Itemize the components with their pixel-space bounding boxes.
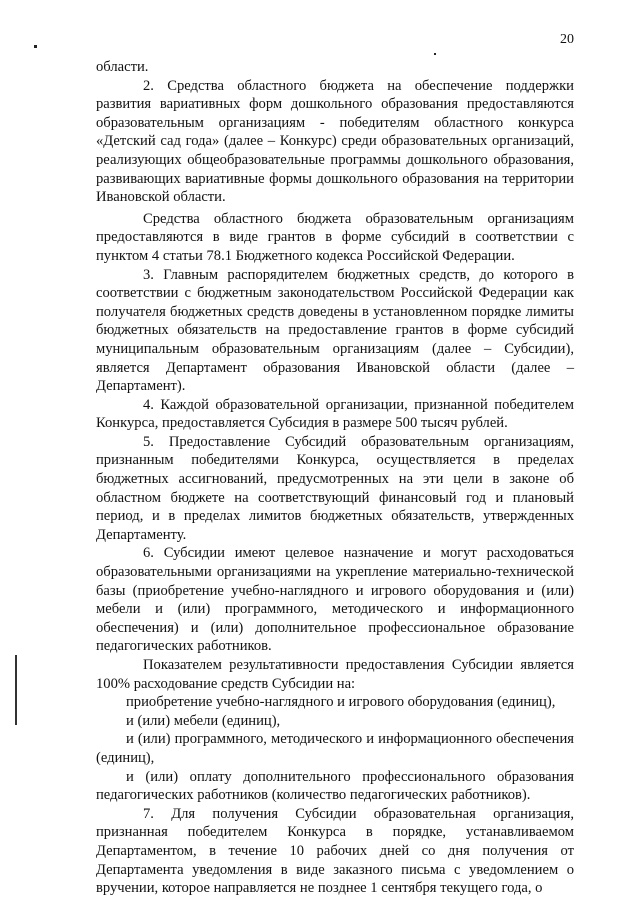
paragraph-clause-4: 4. Каждой образовательной организации, признанной победителем Конкурса, предоставляется Субсидия в размере 500 тысяч рублей.: [96, 396, 574, 432]
paragraph-clause-6: 6. Субсидии имеют целевое назначение и могут расходоваться образовательными организациями на укрепление материально-технической базы (приобретение учебно-наглядного и игрового оборудования и (или) мебели и (или) программного, методического и информационного обеспечения) и (или) дополнительное профессиональное образование педагогических работников.: [96, 545, 574, 655]
list-item-training: и (или) оплату дополнительного профессионального образования педагогических работников (количество педагогических работников).: [96, 768, 574, 804]
margin-line: [15, 655, 17, 725]
list-item-software: и (или) программного, методического и информационного обеспечения (единиц),: [96, 731, 574, 766]
paragraph-clause-5: 5. Предоставление Субсидий образовательным организациям, признанным победителями Конкурса, осуществляется в пределах бюджетных ассигнований, предусмотренных на эти цели в законе об областном бюджете на соответствующий финансовый год и плановый период, и в пределах лимитов бюджетных обязательств, утвержденных Департаменту.: [96, 433, 574, 543]
document-body: [96, 58, 574, 898]
paragraph-clause-7: 7. Для получения Субсидии образовательная организация, признанная победителем Конкурса в порядке, устанавливаемом Департаментом, в течение 10 рабочих дней со дня получения от Департамента уведомления в виде заказного письма с уведомлением о вручении, которое направляется не позднее 1 сентября текущего года, о: [96, 805, 574, 897]
paragraph-continuation: области.: [96, 59, 149, 75]
paragraph-clause-2: 2. Средства областного бюджета на обеспечение поддержки развития вариативных форм дошкольного образования предоставляются образовательным организациям - победителям областного конкурса «Детский сад года» (далее – Конкурс) среди образовательных организаций, реализующих общеобразовательные программы дошкольного образования, развивающих вариативные формы дошкольного образования на территории Ивановской области.: [96, 77, 574, 206]
scan-speck: [34, 45, 37, 48]
paragraph-grants: Средства областного бюджета образовательным организациям предоставляются в виде грантов в форме субсидий в соответствии с пунктом 4 статьи 78.1 Бюджетного кодекса Российской Федерации.: [96, 210, 574, 264]
scan-speck: [434, 53, 436, 55]
paragraph-performance-indicator: Показателем результативности предоставления Субсидии является 100% расходование средств Субсидии на:: [96, 657, 574, 692]
paragraph-clause-3: 3. Главным распорядителем бюджетных средств, до которого в соответствии с бюджетным законодательством Российской Федерации как получателя бюджетных средств доведены в установленном порядке лимиты бюджетных обязательств на предоставление грантов в форме субсидий муниципальным образовательным организациям (далее – Субсидии), является Департамент образования Ивановской области (далее – Департамент).: [96, 266, 574, 395]
list-item-equipment: приобретение учебно-наглядного и игрового оборудования (единиц),: [126, 694, 556, 711]
page-number: 20: [560, 32, 574, 47]
list-item-furniture: и (или) мебели (единиц),: [126, 712, 281, 729]
